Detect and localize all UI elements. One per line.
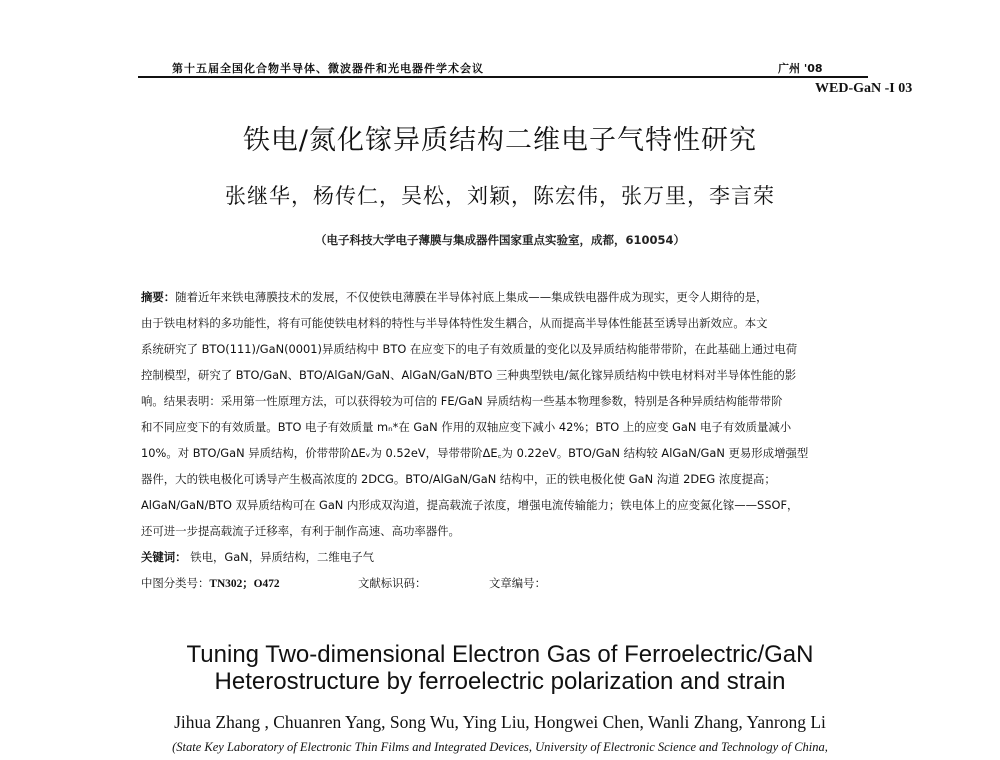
abstract-line: 和不同应变下的有效质量。BTO 电子有效质量 mₙ*在 GaN 作用的双轴应变下减小 42%；BTO 上的应变 GaN 电子有效质量减小: [141, 420, 792, 434]
abstract-line: AlGaN/GaN/BTO 双异质结构可在 GaN 内形成双沟道，提高载流子浓度，增强电流传输能力；铁电体上的应变氮化镓——SSOF，: [141, 498, 799, 512]
keywords: [141, 549, 374, 565]
abstract-line: 由于铁电材料的多功能性，将有可能使铁电材料的特性与半导体特性发生耦合，从而提高半导体性能甚至诱导出新效应。本文: [141, 316, 768, 330]
conference-name: 第十五届全国化合物半导体、微波器件和光电器件学术会议: [172, 62, 484, 75]
abstract-line: 还可进一步提高载流子迁移率，有利于制作高速、高功率器件。: [141, 524, 460, 538]
abstract-line: 控制模型，研究了 BTO/GaN、BTO/AlGaN/GaN、AlGaN/GaN/BTO 三种典型铁电/氮化镓异质结构中铁电材料对半导体性能的影: [141, 368, 797, 382]
abstract-label: 摘要：: [141, 290, 176, 304]
paper-title-en-line2: Heterostructure by ferroelectric polarization and strain: [214, 668, 786, 695]
clc-value: TN302；O472: [209, 578, 280, 590]
classification-row: [141, 575, 280, 591]
article-no-label: 文章编号：: [489, 576, 546, 590]
affiliation-en: (State Key Laboratory of Electronic Thin Films and Integrated Devices, University of Electronic Science and Technology of China,: [172, 740, 828, 754]
abstract-line: 响。结果表明：采用第一性原理方法，可以获得较为可信的 FE/GaN 异质结构一些基本物理参数，特别是各种异质结构能带带阶: [141, 394, 783, 408]
affiliation-cn: （电子科技大学电子薄膜与集成器件国家重点实验室，成都，610054）: [314, 233, 685, 247]
paper-title-en-line1: Tuning Two-dimensional Electron Gas of Ferroelectric/GaN: [186, 641, 814, 668]
doc-code-label: 文献标识码：: [358, 576, 427, 590]
abstract-line: 器件，大的铁电极化可诱导产生极高浓度的 2DCG。BTO/AlGaN/GaN 结构中，正的铁电极化使 GaN 沟道 2DEG 浓度提高；: [141, 472, 776, 486]
header-rule: [138, 76, 868, 78]
abstract-line: 系统研究了 BTO(111)/GaN(0001)异质结构中 BTO 在应变下的电子有效质量的变化以及异质结构能带带阶，在此基础上通过电荷: [141, 342, 798, 356]
keywords-value: 铁电，GaN，异质结构，二维电子气: [186, 550, 374, 564]
keywords-label: 关键词：: [141, 550, 187, 564]
authors-en: Jihua Zhang , Chuanren Yang, Song Wu, Ying Liu, Hongwei Chen, Wanli Zhang, Yanrong Li: [174, 712, 826, 732]
authors-cn: 张继华，杨传仁，吴松，刘颖，陈宏伟，张万里，李言荣: [225, 184, 775, 208]
paper-code: WED-GaN -I 03: [815, 81, 913, 96]
abstract-line: 10%。对 BTO/GaN 异质结构，价带带阶ΔEᵥ为 0.52eV，导带带阶ΔE꜀为 0.22eV。BTO/GaN 结构较 AlGaN/GaN 更易形成增强型: [141, 446, 809, 460]
clc-label: 中图分类号：: [141, 576, 210, 590]
abstract-line: 摘要：随着近年来铁电薄膜技术的发展，不仅使铁电薄膜在半导体衬底上集成——集成铁电器件成为现实，更令人期待的是，: [141, 290, 768, 304]
conference-location-year: 广州 '08: [778, 62, 823, 75]
paper-title-cn: 铁电/氮化镓异质结构二维电子气特性研究: [242, 125, 758, 156]
